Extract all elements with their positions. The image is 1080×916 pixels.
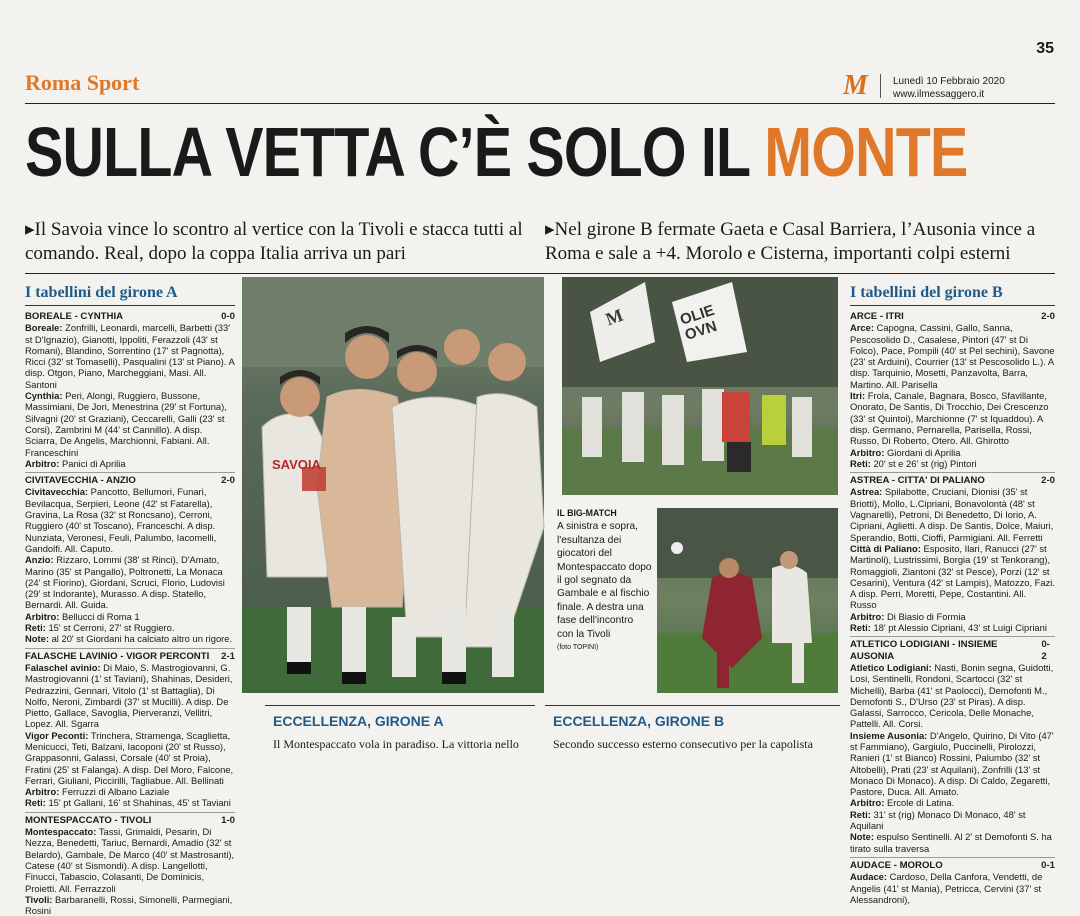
right-column-heading: I tabellini del girone B xyxy=(850,284,1003,301)
match-teams: ARCE - ITRI xyxy=(850,311,904,322)
fans-celebration-photo xyxy=(562,277,838,495)
detail-label: Boreale: xyxy=(25,322,63,334)
match-score: 0-0 xyxy=(221,311,235,322)
match-detail-line xyxy=(850,831,1055,854)
match-header xyxy=(850,309,1055,322)
banner-text-1: M xyxy=(602,304,626,330)
match-detail-line xyxy=(25,633,235,644)
detail-text: Peri, Alongi, Ruggiero, Bussone, Massimiani, De Jori, Menestrina (29' st Fortuna), Silvagni (20' st Graziani), Ceccarelli, Galli (23' st Corsi), Zambrini M (44' st Cannillo). A disp. Sciarra, De Angelis, Marchionni, Fabiani. All. Franceschini xyxy=(25,390,227,458)
match-detail-line xyxy=(850,809,1055,832)
detail-text: Spilabotte, Cruciani, Dionisi (35' st Briotti), Mollo, L.Cipriani, Bonavolontà (48' st Vagnarelli), Petroni, Di Benedetto, Di Iorio, A. Cipriani, Aglietti. A disp. De Santis, Dolce, Maiuri, Sperandio, Botti, Cioffi, Parmigiani. All. Ferretti xyxy=(850,486,1054,543)
match-detail-line xyxy=(850,730,1055,798)
detail-label: Arbitro: xyxy=(25,610,60,622)
detail-text: Panici di Aprilia xyxy=(61,457,126,469)
header-rule xyxy=(25,103,1055,104)
detail-label: Arbitro: xyxy=(850,797,885,809)
match-score: 2-1 xyxy=(221,650,235,662)
detail-text: 18' pt Alessio Cipriani, 43' st Luigi Cipriani xyxy=(873,622,1047,634)
section-title: Roma Sport xyxy=(25,70,140,95)
detail-label: Arbitro: xyxy=(25,786,60,798)
match-action-image xyxy=(657,508,838,693)
article-left-title: ECCELLENZA, GIRONE A xyxy=(273,713,444,729)
match-detail-line xyxy=(850,611,1055,622)
detail-label: Tivoli: xyxy=(25,893,53,905)
match-detail-line xyxy=(850,458,1055,469)
detail-text: 20' st e 26' st (rig) Pintori xyxy=(873,457,977,469)
match-header xyxy=(25,648,235,662)
match-score: 0-1 xyxy=(1041,859,1055,871)
match-teams: ASTREA - CITTA' DI PALIANO xyxy=(850,475,985,487)
detail-label: Astrea: xyxy=(850,486,883,498)
article-left-text: Il Montespaccato vola in paradiso. La vittoria nello xyxy=(273,737,519,751)
detail-text: Pancotto, Bellumori, Funari, Bevilacqua, Serpieri, Leone (42' st Fatarella), Gravina, La Rosa (32' st Roncsano), Cerroni, Ruggiero (40' st Toscano), Franceschi. A disp. Nunziata, Veronesi, Feuli, Palumbo, Iacomelli, Gandolfi. All. Caputo. xyxy=(25,486,217,554)
detail-label: Falaschel avinio: xyxy=(25,661,101,673)
match-teams: ATLETICO LODIGIANI - INSIEME AUSONIA xyxy=(850,639,998,662)
detail-label: Itri: xyxy=(850,390,866,402)
banner-text-2: OLIE OVN xyxy=(677,301,720,344)
match-detail-line xyxy=(25,458,235,469)
detail-label: Reti: xyxy=(25,622,46,634)
match-header xyxy=(25,472,235,486)
match-detail-line xyxy=(850,322,1055,390)
caption-kicker: IL BIG-MATCH xyxy=(557,508,617,518)
match-header xyxy=(25,812,235,826)
left-column-title xyxy=(25,284,235,302)
detail-text: Bellucci di Roma 1 xyxy=(61,610,140,622)
detail-label: Civitavecchia: xyxy=(25,486,89,498)
detail-label: Arbitro: xyxy=(850,446,885,458)
headline-main: SULLA VETTA C’È SOLO IL xyxy=(25,113,765,191)
detail-text: Tassi, Grimaldi, Pesarin, Di Nezza, Benedetti, Tariuc, Bernardi, Amadio (32' st Belardo), Gambale, De Marco (40' st Mastrosanti), Catese (40' st Sismondi). A disp. Langellotti, Finucci, Tabascio, Colasanti, De Dominicis, Proietti. All. Ferrazzoli xyxy=(25,826,235,894)
jersey-text: SAVOIA xyxy=(272,457,321,472)
detail-text: Di Maio, S. Mastrogiovanni, G. Mastrogiovanni (1' st Taviani), Shahinas, Desideri, Pedrazzini, Gennari, Vitolo (1' st Battaglia), Di Nolfo, Neroni, Zimbardi (37' st Mucilli). A disp. De Pietto, Gallace, Savoglia, Pierveranzi, Vellitri, Lopez. All. Sgarra xyxy=(25,661,233,730)
match-detail-line xyxy=(25,390,235,458)
match-header xyxy=(850,857,1055,871)
detail-text: Barbaranelli, Rossi, Simonelli, Parmegiani, Rosini xyxy=(25,893,233,916)
detail-text: 15' st Cerroni, 27' st Ruggiero. xyxy=(48,622,175,634)
detail-label: Atletico Lodigiani: xyxy=(850,661,932,673)
left-column-heading: I tabellini del girone A xyxy=(25,284,178,301)
article-right-text: Secondo successo esterno consecutivo per la capolista xyxy=(553,737,813,751)
detail-label: Cynthia: xyxy=(25,390,63,402)
match-detail-line xyxy=(25,622,235,633)
detail-text: D'Angelo, Quirino, Di Vito (47' st Fammiano), Gargiulo, Puccinelli, Pirolozzi, Ranieri (1' st Bianco) Rossini, Palumbo (32' st Altobelli), Prati (23' st Aquilani), Zonfrilli (13' st Monaco Di Monaco). A disp. Di Caldo, Zegaretti, Pastore, Duca. All. Amato. xyxy=(850,729,1054,798)
match-teams: BOREALE - CYNTHIA xyxy=(25,311,124,322)
detail-label: Vigor Peconti: xyxy=(25,729,89,741)
match-detail-line xyxy=(25,554,235,610)
detail-label: Reti: xyxy=(850,808,871,820)
match-detail-line xyxy=(850,622,1055,633)
detail-text: Esposito, Ilari, Ranucci (27' st Martinoli), Lustrissimi, Borgia (19' st Tenkorang), Romaggioli, Ziantoni (32' st Pesce), Porzi (12' st Cesarini), Ventura (42' st Lampis), Matozzo, Fazi. A disp. Perri, Moretti, Pepe, Costantini. All. Russo xyxy=(850,542,1055,611)
headline xyxy=(25,112,968,192)
photo-credit: (foto TOPINI) xyxy=(557,644,599,652)
detail-label: Reti: xyxy=(850,622,871,634)
match-header xyxy=(850,636,1055,662)
deck-left: ▸Il Savoia vince lo scontro al vertice con la Tivoli e stacca tutti al comando. Real, dopo la coppa Italia arriva un pari xyxy=(25,219,523,264)
detail-text: Rizzaro, Lommi (38' st Rinci), D'Amato, Marino (35' st Pangallo), Poltronetti, La Monaca (24' st Fiorino), Giordani, Scruci, Florio, Ludovisi (29' st Indorante), Murasso. A disp. Statello, Bernardi. All. Guida. xyxy=(25,554,225,611)
detail-label: Insieme Ausonia: xyxy=(850,729,928,741)
match-detail-line xyxy=(25,322,235,390)
detail-label: Note: xyxy=(850,831,874,843)
match-detail-line xyxy=(25,894,235,916)
article-left-rule xyxy=(265,705,535,706)
detail-text: Zonfrilli, Leonardi, marcelli, Barbetti (33' st D'Ignazio), Gianotti, Ippoliti, Ferazzoli (43' st Romani), Blandino, Sorrentino (17' st Pagnotta), Ricci (32' st Tomaselli), Pasqualini (13' st Piano). A disp. Otgon, Piano, Marcheggiani, Masi. All. Santoni xyxy=(25,322,235,390)
detail-text: Cardoso, Della Canfora, Vendetti, de Angelis (41' st Mania), Petricca, Cervini (37' st Alessandroni), xyxy=(850,871,1043,905)
issue-date: Lunedì 10 Febbraio 2020 xyxy=(893,76,1005,87)
detail-text: Capogna, Cassini, Gallo, Sanna, Pescosolido D., Casalese, Pintori (47' st Di Folco), Pace, Pompili (40' st Pel sechini), Savone (23' st Arduini), Courrier (13' st Pescosolido L.). A disp. Tarquinio, Mosetti, Panzavolta, Barra, Martino. All. Parisella xyxy=(850,322,1055,390)
detail-text: Giordani di Aprilia xyxy=(886,446,961,458)
match-score: 1-0 xyxy=(221,814,235,826)
detail-label: Arce: xyxy=(850,322,874,334)
match-teams: MONTESPACCATO - TIVOLI xyxy=(25,814,152,826)
detail-label: Arbitro: xyxy=(850,610,885,622)
detail-text: 31' st (rig) Monaco Di Monaco, 48' st Aquilani xyxy=(850,808,1026,832)
detail-text: Di Biasio di Formia xyxy=(886,610,966,622)
detail-text: Ferruzzi di Albano Laziale xyxy=(61,786,170,798)
left-title-rule xyxy=(25,305,235,306)
newspaper-logo: M xyxy=(843,70,868,101)
detail-text: al 20' st Giordani ha calciato altro un rigore. xyxy=(51,633,233,645)
detail-text: 15' pt Gallani, 16' st Shahinas, 45' st Taviani xyxy=(48,797,231,809)
match-detail-line xyxy=(25,786,235,797)
match-header xyxy=(25,309,235,322)
match-detail-line xyxy=(25,662,235,730)
match-score: 2-0 xyxy=(1041,475,1055,487)
article-right-rule xyxy=(545,705,840,706)
match-action-photo xyxy=(657,508,838,693)
detail-label: Audace: xyxy=(850,871,887,883)
detail-text: espulso Sentinelli. Al 2' st Demofonti S. ha tirato sulla traversa xyxy=(850,831,1052,854)
match-detail-line xyxy=(850,662,1055,730)
detail-label: Reti: xyxy=(25,797,46,809)
match-detail-line xyxy=(850,390,1055,446)
match-detail-line xyxy=(25,611,235,622)
match-detail-line xyxy=(25,486,235,554)
caption-text: A sinistra e sopra, l'esultanza dei giocatori del Montespaccato dopo il gol segnato da Gambale e al fischio finale. A destra una fase dell'incontro con la Tivoli xyxy=(557,521,652,640)
detail-label: Città di Paliano: xyxy=(850,542,921,554)
detail-label: Reti: xyxy=(850,457,871,469)
match-detail-line xyxy=(25,730,235,786)
right-match-list xyxy=(850,309,1055,905)
headline-accent: MONTE xyxy=(764,113,968,191)
match-detail-line xyxy=(850,871,1055,905)
celebration-photo-image xyxy=(242,277,544,693)
match-teams: FALASCHE LAVINIO - VIGOR PERCONTI xyxy=(25,650,210,662)
celebration-photo xyxy=(242,277,544,693)
photo-caption xyxy=(557,507,652,654)
detail-label: Montespaccato: xyxy=(25,826,97,838)
left-match-list xyxy=(25,309,235,916)
detail-label: Arbitro: xyxy=(25,457,60,469)
right-title-rule xyxy=(850,305,1055,306)
match-teams: AUDACE - MOROLO xyxy=(850,859,943,871)
website-url: www.ilmessaggero.it xyxy=(893,89,985,100)
detail-text: Trinchera, Stramenga, Scaglietta, Menicucci, Teti, Balzani, Iacoponi (20' st Russo), Grappasonni, Galassi, Corsale (40' st Proia), Fratini (25' st Falanga). A disp. Del Moro, Falcone, Ferrari, Giuliani, Piccirilli, Tagliabue. All. Bellinati xyxy=(25,729,234,786)
page-number: 35 xyxy=(1036,40,1054,57)
right-column-title xyxy=(850,284,1055,302)
deck-rule xyxy=(25,273,1055,274)
match-score: 0-2 xyxy=(1041,639,1050,662)
match-detail-line xyxy=(850,797,1055,808)
detail-label: Anzio: xyxy=(25,554,54,566)
deck-right: ▸Nel girone B fermate Gaeta e Casal Barriera, l’Ausonia vince a Roma e sale a +4. Morolo e Cisterna, importanti colpi esterni xyxy=(545,219,1036,264)
match-detail-line xyxy=(850,543,1055,611)
match-detail-line xyxy=(25,797,235,808)
match-detail-line xyxy=(850,486,1055,542)
detail-label: Note: xyxy=(25,633,49,645)
match-teams: CIVITAVECCHIA - ANZIO xyxy=(25,475,136,487)
match-score: 2-0 xyxy=(1041,311,1055,322)
match-detail-line xyxy=(25,826,235,894)
detail-text: Ercole di Latina. xyxy=(886,797,955,809)
match-score: 2-0 xyxy=(221,475,235,487)
detail-text: Frola, Canale, Bagnara, Bosco, Sfavillante, Onorato, De Santis, Di Trocchio, Dei Crescenzo (33' st Quintoi), Marchionne (7' st Iquaddou). A disp. Germano, Pernarella, Parisella, Rossi, Russo, Di Roberto, Otero. All. Ghirotto xyxy=(850,390,1049,447)
match-header xyxy=(850,472,1055,486)
detail-text: Nasti, Bonin segna, Guidotti, Losi, Sentinelli, Rondoni, Scartocci (32' st Michelli), Barba (41' st Paolocci), Demofonti M., Demofonti S., D'Urso (23' st Piras). A disp. Galassi, Sarrocco, Cericola, Delle Monache, Pattelli. All. Corsi. xyxy=(850,661,1054,730)
match-detail-line xyxy=(850,447,1055,458)
article-right-title: ECCELLENZA, GIRONE B xyxy=(553,713,725,729)
logo-divider xyxy=(880,74,881,98)
